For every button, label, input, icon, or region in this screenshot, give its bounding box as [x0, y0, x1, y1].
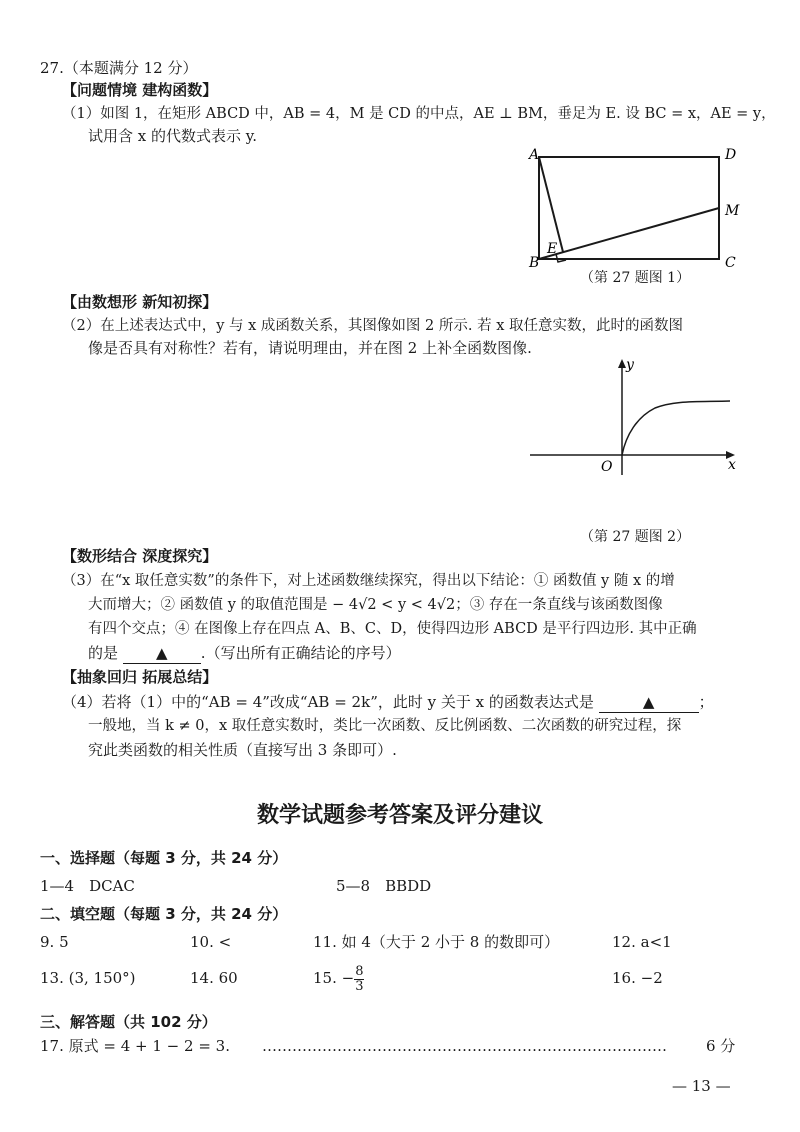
figure-2-function-graph: [525, 355, 745, 480]
q27-part1-line1: （1）如图 1，在矩形 ABCD 中，AB = 4，M 是 CD 的中点，AE ⊥ BM，垂足为 E. 设 BC = x，AE = y，: [62, 106, 776, 122]
answer-14: 14. 60: [190, 969, 238, 987]
q27-part4-semicolon: ；: [698, 693, 714, 711]
label-D: D: [725, 147, 737, 163]
answer-section-3-title: 三、解答题（共 102 分）: [40, 1013, 217, 1031]
answer-10: 10. <: [190, 933, 232, 951]
answer-9: 9. 5: [40, 933, 69, 951]
q27-part2-line2: 像是否具有对称性？若有，请说明理由，并在图 2 上补全函数图像.: [88, 339, 532, 357]
q27-part4-line3: 究此类函数的相关性质（直接写出 3 条即可）.: [88, 741, 397, 759]
axis-label-y: y: [626, 357, 634, 373]
answer-blank-3: [123, 643, 201, 664]
answer-15-fraction: [354, 965, 364, 994]
answer-section-1-title: 一、选择题（每题 3 分，共 24 分）: [40, 849, 288, 867]
answer-choice-5-8: 5—8 BBDD: [336, 877, 432, 895]
origin-label: O: [601, 459, 613, 475]
figure-2-caption: （第 27 题图 2）: [580, 529, 691, 545]
answer-blank-4: [599, 692, 699, 713]
q27-part4-line2: 一般地，当 k ≠ 0，x 取任意实数时，类比一次函数、反比例函数、二次函数的研究过程，探: [88, 718, 682, 734]
section-title-1: 【问题情境 建构函数】: [62, 81, 218, 99]
section-title-2: 【由数想形 新知初探】: [62, 293, 218, 311]
page-number: — 13 —: [672, 1077, 731, 1095]
q27-part1-line2: 试用含 x 的代数式表示 y.: [88, 127, 258, 145]
answer-16: 16. −2: [612, 969, 663, 987]
answer-15-prefix: 15. −: [313, 969, 355, 987]
answer-choice-1-4: 1—4 DCAC: [40, 877, 135, 895]
label-A: A: [529, 147, 540, 163]
answer-15: [313, 960, 364, 996]
answer-17: 17. 原式 = 4 + 1 − 2 = 3.: [40, 1037, 230, 1055]
fraction-denominator: 3: [355, 978, 364, 994]
section-title-3: 【数形结合 深度探究】: [62, 547, 218, 565]
q27-header: 27.（本题满分 12 分）: [40, 59, 198, 77]
label-B: B: [529, 255, 540, 271]
q27-part3-line3: 有四个交点；④ 在图像上存在四点 A、B、C、D，使得四边形 ABCD 是平行四边形. 其中正确: [88, 621, 697, 637]
axis-label-x: x: [728, 457, 736, 473]
label-M: M: [725, 203, 740, 219]
q27-part3-line2: 大而增大；② 函数值 y 的取值范围是 − 4√2 < y < 4√2；③ 存在一条直线与该函数图像: [88, 597, 663, 613]
figure-1-rectangle: [525, 145, 745, 275]
q27-part4-line1: [62, 692, 714, 713]
section-title-4: 【抽象回归 拓展总结】: [62, 668, 218, 686]
q27-part4-text: （4）若将（1）中的“AB = 4”改成“AB = 2k”，此时 y 关于 x 的函数表达式是: [62, 693, 594, 711]
answer-13: 13. (3, 150°): [40, 969, 136, 987]
label-C: C: [725, 255, 736, 271]
answer-12: 12. a<1: [612, 933, 672, 951]
q27-part2-line1: （2）在上述表达式中，y 与 x 成函数关系，其图像如图 2 所示. 若 x 取任意实数，此时的函数图: [62, 318, 683, 334]
q27-part3-text: 的是: [88, 644, 119, 662]
answer-17-leader-dots: ………………………………………………………………………: [262, 1037, 667, 1055]
q27-part3-line4: [88, 643, 401, 664]
answer-section-2-title: 二、填空题（每题 3 分，共 24 分）: [40, 905, 288, 923]
q27-part3-line1: （3）在“x 取任意实数”的条件下，对上述函数继续探究，得出以下结论：① 函数值 y 随 x 的增: [62, 573, 675, 589]
blank-triangle-mark: ▲: [156, 644, 168, 662]
q27-part3-note: .（写出所有正确结论的序号）: [200, 644, 401, 662]
label-E: E: [547, 241, 558, 257]
figure-1-caption: （第 27 题图 1）: [580, 270, 691, 286]
blank-triangle-mark: ▲: [642, 693, 655, 711]
answer-11: 11. 如 4（大于 2 小于 8 的数即可）: [313, 933, 560, 951]
answer-17-score: 6 分: [706, 1037, 736, 1055]
fraction-numerator: 8: [355, 963, 364, 979]
answer-key-title: 数学试题参考答案及评分建议: [256, 803, 543, 828]
